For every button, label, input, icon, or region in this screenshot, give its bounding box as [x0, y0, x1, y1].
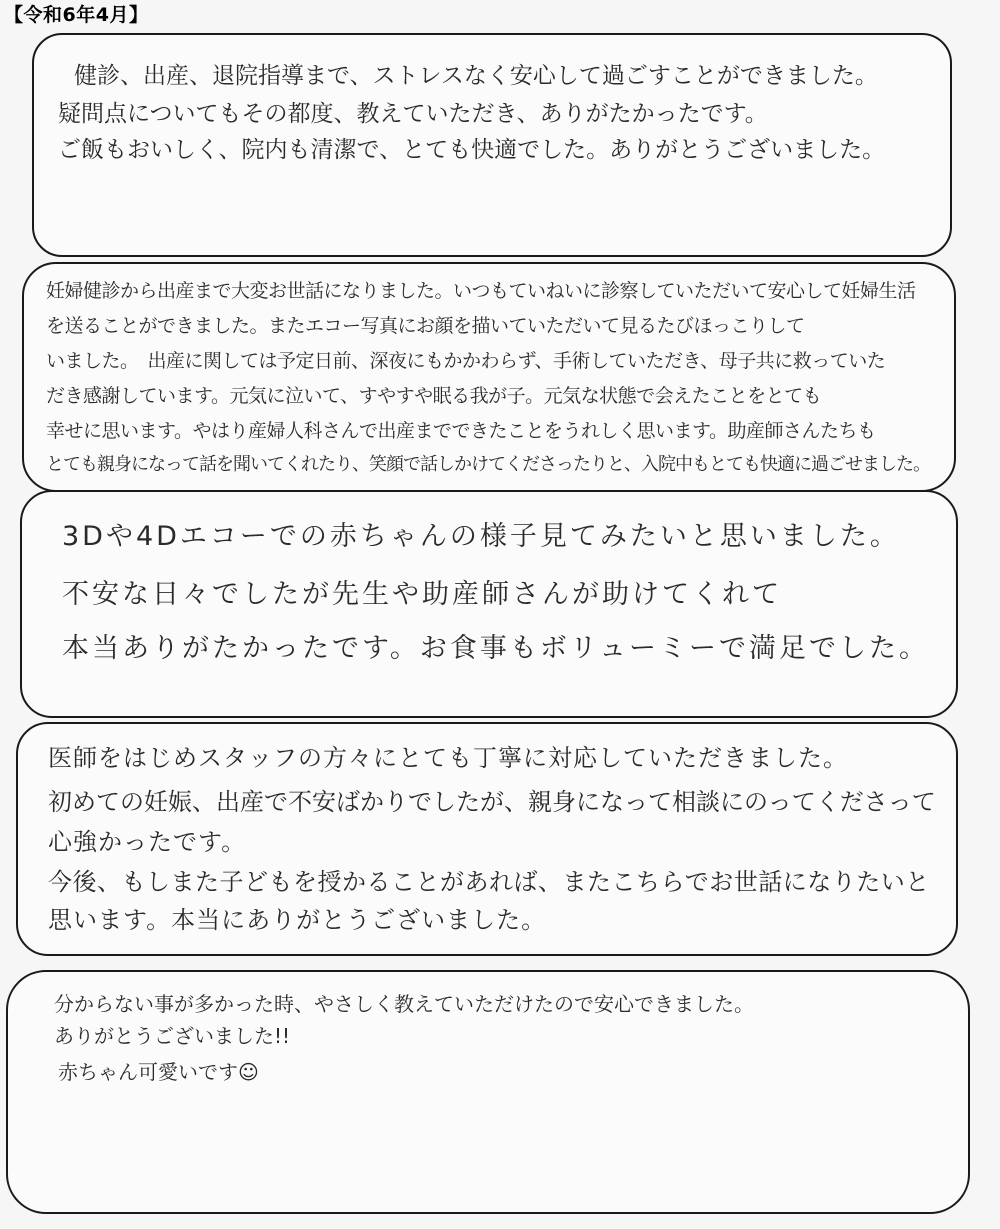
comment-text-line: ご飯もおいしく、院内も清潔で、とても快適でした。ありがとうございました。 — [58, 137, 886, 163]
comment-card — [32, 33, 952, 257]
comment-text-line: 疑問点についてもその都度、教えていただき、ありがたかったです。 — [58, 101, 768, 127]
comment-text-line: いました。 出産に関しては予定日前、深夜にもかかわらず、手術していただき、母子共に救っていた — [46, 350, 886, 372]
comment-text-line: 思います。本当にありがとうございました。 — [48, 906, 547, 934]
comment-card — [16, 722, 958, 956]
comment-text-line: 分からない事が多かった時、やさしく教えていただけたので安心できました。 — [54, 992, 754, 1016]
comment-text-line: 妊婦健診から出産まで大変お世話になりました。いつもていねいに診察していただいて安心して妊婦生活 — [46, 280, 916, 302]
comment-text-line: 健診、出産、退院指導まで、ストレスなく安心して過ごすことができました。 — [74, 63, 878, 89]
comment-text-line: 心強かったです。 — [48, 828, 247, 856]
comment-text-line: 医師をはじめスタッフの方々にとても丁寧に対応していただきました。 — [48, 744, 848, 772]
comment-text-line: ありがとうございました!! — [54, 1024, 291, 1048]
comment-text-line: 3Dや4Dエコーでの赤ちゃんの様子見てみたいと思いました。 — [62, 521, 900, 552]
comment-text-line: とても親身になって話を聞いてくれたり、笑顔で話しかけてくださったりと、入院中もとても快適に過ごせました。 — [46, 454, 930, 475]
comment-card — [22, 262, 956, 492]
comment-text-line: 今後、もしまた子どもを授かることがあれば、またこちらでお世話になりたいと — [48, 868, 930, 896]
comment-card — [6, 970, 970, 1214]
page-title: 【令和6年4月】 — [4, 4, 149, 26]
comment-text-line: 幸せに思います。やはり産婦人科さんで出産までできたことをうれしく思います。助産師さんたちも — [46, 420, 876, 442]
comment-text-line: を送ることができました。またエコー写真にお顔を描いていただいて見るたびほっこりして — [46, 315, 805, 337]
comment-text-line: だき感謝しています。元気に泣いて、すやすや眠る我が子。元気な状態で会えたことをとても — [46, 385, 822, 407]
comment-text-line: 本当ありがたかったです。お食事もボリューミーで満足でした。 — [62, 633, 930, 664]
comment-text-line: 初めての妊娠、出産で不安ばかりでしたが、親身になって相談にのってくださって — [48, 788, 936, 816]
comment-text-line: 不安な日々でしたが先生や助産師さんが助けてくれて — [62, 579, 782, 610]
comment-text-line: 赤ちゃん可愛いです☺ — [58, 1060, 259, 1084]
comment-card — [20, 490, 958, 718]
